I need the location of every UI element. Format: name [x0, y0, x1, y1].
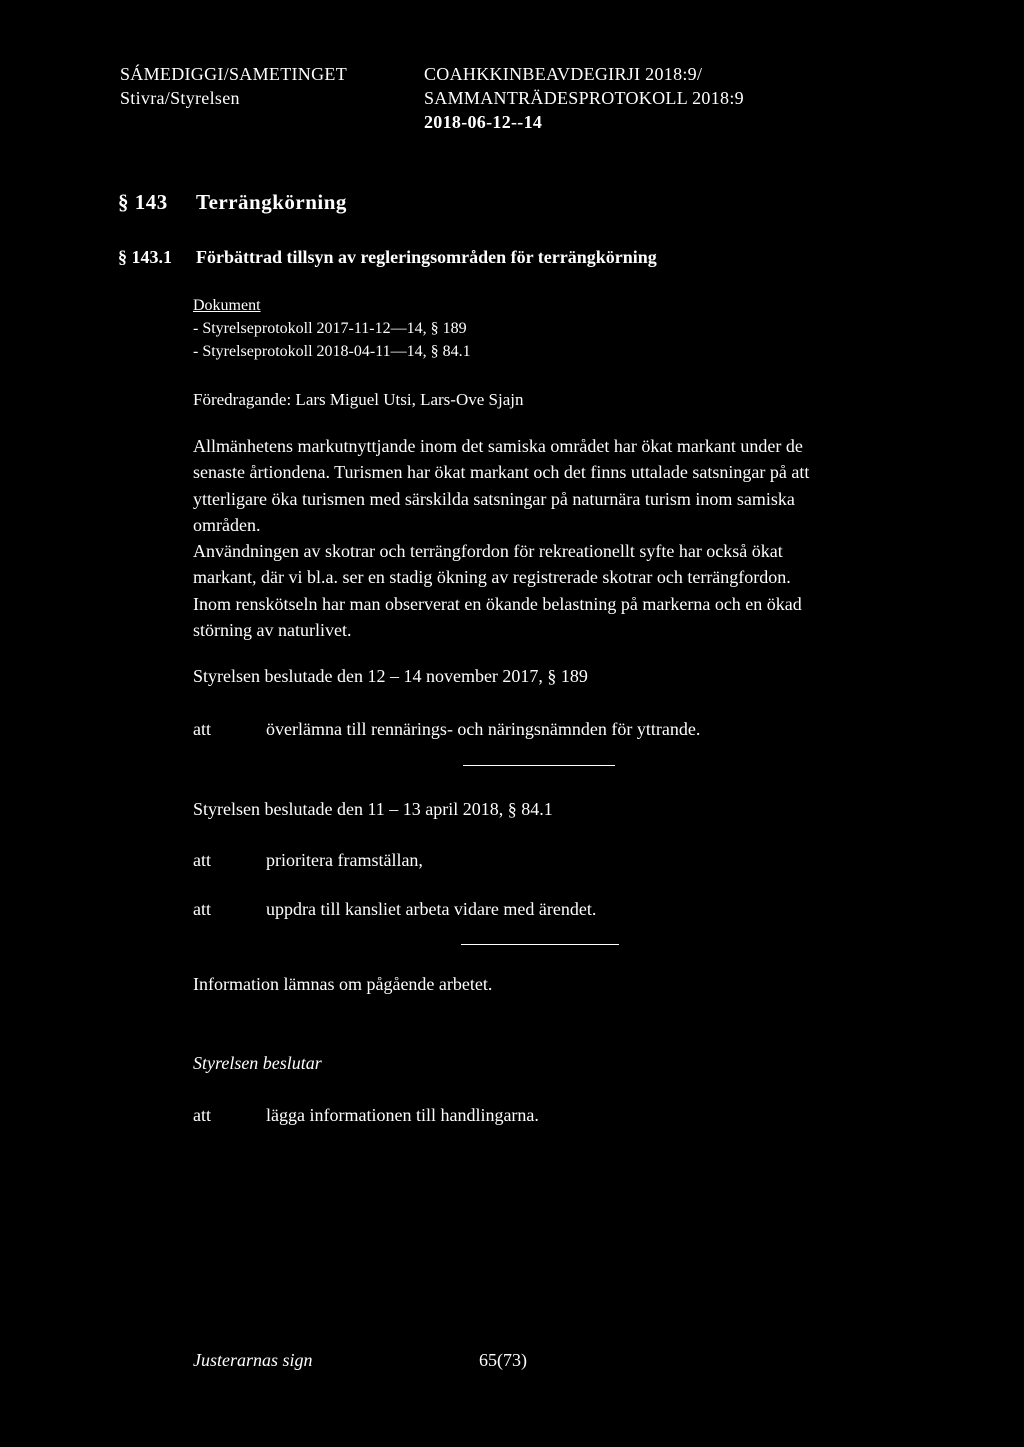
decision-prefix: att	[193, 719, 211, 739]
decision-text: uppdra till kansliet arbeta vidare med ärendet.	[266, 899, 597, 919]
document-reference: - Styrelseprotokoll 2018-04-11—14, § 84.1	[193, 343, 471, 360]
document-reference: - Styrelseprotokoll 2017-11-12—14, § 189	[193, 320, 467, 337]
separator-rule	[463, 765, 615, 766]
background-text	[193, 433, 913, 643]
meeting-date: 2018-06-12--14	[424, 112, 543, 132]
documents-heading: Dokument	[193, 297, 261, 314]
page-number: 65(73)	[479, 1350, 527, 1370]
protocol-title: COAHKKINBEAVDEGIRJI 2018:9/	[424, 64, 703, 84]
decision-text: överlämna till rennärings- och näringsnämnden för yttrande.	[266, 719, 701, 739]
body-line: Inom renskötseln har man observerat en ökande belastning på markerna och en ökad	[193, 593, 802, 614]
body-line: Allmänhetens markutnyttjande inom det samiska området har ökat markant under de	[193, 436, 803, 456]
organization-unit: Stivra/Styrelsen	[120, 88, 240, 108]
body-line: markant, där vi bl.a. ser en stadig ökning av registrerade skotrar och terrängfordon.	[193, 567, 791, 588]
body-line: senaste årtiondena. Turismen har ökat markant och det finns uttalade satsningar på att	[193, 462, 810, 483]
section-title: Terrängkörning	[196, 190, 347, 214]
separator-rule	[461, 944, 619, 945]
decision-prefix: att	[193, 850, 211, 870]
decision-text: prioritera framställan,	[266, 850, 423, 870]
presenters: Föredragande: Lars Miguel Utsi, Lars-Ove Sjajn	[193, 390, 524, 409]
signature-label: Justerarnas sign	[193, 1350, 313, 1370]
resolution-prefix: att	[193, 1105, 211, 1125]
section-number: § 143	[118, 190, 168, 214]
resolution-heading: Styrelsen beslutar	[193, 1053, 322, 1073]
resolution-text: lägga informationen till handlingarna.	[266, 1105, 539, 1125]
organization-name: SÁMEDIGGI/SAMETINGET	[120, 64, 347, 84]
decision-intro: Styrelsen beslutade den 11 – 13 april 2018, § 84.1	[193, 799, 553, 819]
subsection-number: § 143.1	[118, 247, 172, 267]
information-text: Information lämnas om pågående arbetet.	[193, 974, 493, 994]
decision-intro: Styrelsen beslutade den 12 – 14 november 2017, § 189	[193, 666, 588, 686]
body-line: störning av naturlivet.	[193, 620, 352, 641]
subsection-title: Förbättrad tillsyn av regleringsområden för terrängkörning	[196, 247, 657, 267]
body-line: områden.	[193, 514, 261, 535]
decision-prefix: att	[193, 899, 211, 919]
protocol-subtitle: SAMMANTRÄDESPROTOKOLL 2018:9	[424, 88, 744, 108]
body-line: Användningen av skotrar och terrängfordon för rekreationellt syfte har också ökat	[193, 541, 783, 562]
body-line: ytterligare öka turismen med särskilda satsningar på naturnära turism inom samiska	[193, 488, 795, 509]
